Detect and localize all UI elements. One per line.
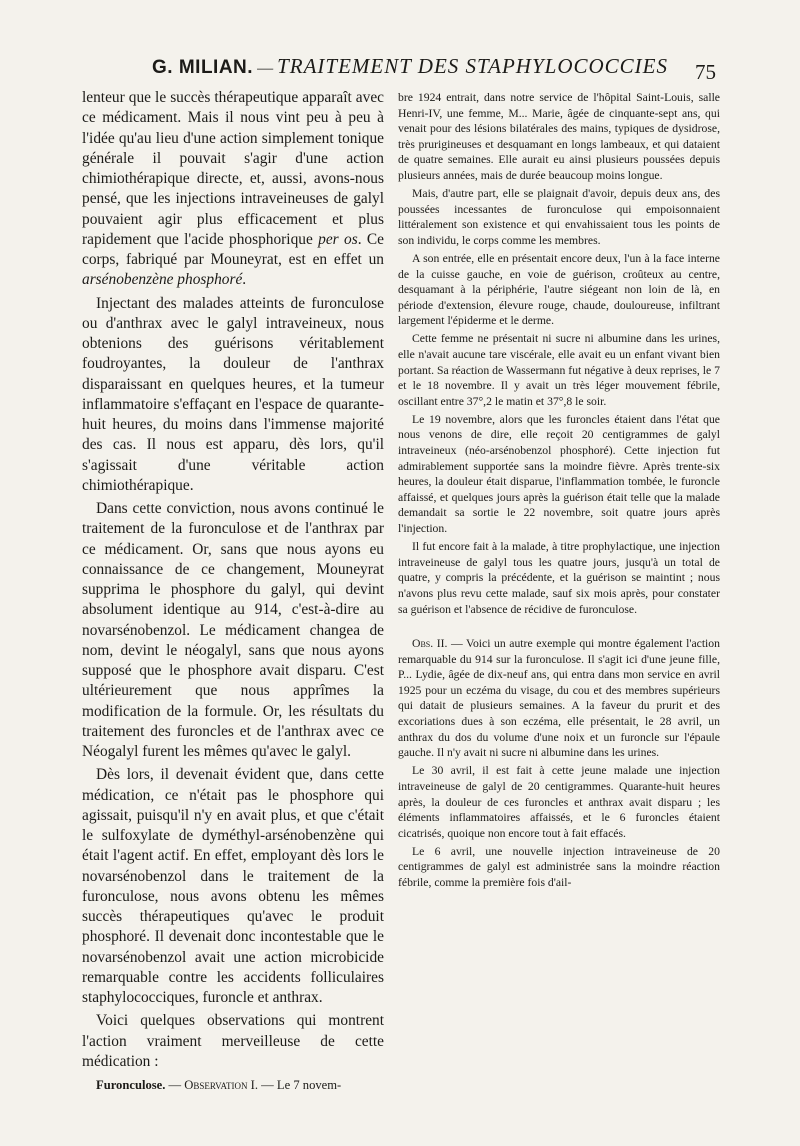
paragraph-text: — Le 7 novem- bbox=[258, 1078, 342, 1092]
paragraph bbox=[398, 636, 720, 761]
paragraph: Le 19 novembre, alors que les furoncles étaient dans l'état que nous venons de dire, elle reçoit 20 centigrammes de galyl intraveineux (néo-arsénobenzol phosphoré). Cette injection fut admirablement supportée sans la moindre fièvre. Après trente-six heures, la douleur était disparue, l'inflammation tombée, le furoncle affaissé, et quelques jours après la guérison était telle que la malade demandait sa sortie le 22 novembre, soit quatre jours après l'injection. bbox=[398, 412, 720, 536]
dash: — bbox=[165, 1078, 185, 1092]
paragraph: Il fut encore fait à la malade, à titre prophylactique, une injection intraveineuse de galyl tous les quatre jours, jusqu'à un total de quatre, y compris la précédente, et la guérison se maintint ; nous n'avons plus revu cette malade, sauf six mois après, pour constater sa guérison et l'absence de récidive de furonculose. bbox=[398, 540, 720, 616]
section-label: Furonculose. bbox=[96, 1078, 166, 1092]
paragraph: Cette femme ne présentait ni sucre ni albumine dans les urines, elle n'avait aucune tare viscérale, elle avait eu un enfant vivant bien portant. Sa réaction de Wassermann fut négative à deux reprises, le 7 et le 18 novembre. Il y avait un très léger mouvement fébrile, oscillant entre 37°,2 le matin et 37°,8 le soir. bbox=[398, 332, 720, 408]
running-head-author: G. MILIAN. bbox=[152, 57, 254, 78]
paragraph: Voici quelques observations qui montrent l'action vraiment merveilleuse de cette médication : bbox=[82, 1012, 384, 1070]
paragraph: Injectant des malades atteints de furonculose ou d'anthrax avec le galyl intraveineux, nous obtenions des guérisons véritablement foudroyantes, la douleur de l'anthrax disparaissant en quelques heures, et la tumeur inflammatoire s'effaçant en l'espace de quarante-huit heures, du moins dans l'immense majorité des cas. Il nous est apparu, dès lors, qu'il s'agissait d'une véritable action chimiothérapique. bbox=[82, 294, 384, 494]
paragraph-text: . bbox=[242, 271, 247, 289]
observation-label: Observation I. bbox=[184, 1078, 258, 1092]
italic-text: per os bbox=[318, 230, 358, 248]
paragraph-text: . Ce corps, fabriqué par Mouneyrat, est en effet un bbox=[82, 230, 384, 268]
paragraph-text: — Voici un autre exemple qui montre également l'action remarquable du 914 sur la furonculose. Il s'agit ici d'une jeune fille, P... Lydie, âgée de dix-neuf ans, qui entra dans mon service en avril 1925 pour un eczéma du visage, du cou et des membres supérieurs qui datait de plusieurs semaines. A la faveur du prurit et des excoriations dues à son eczéma, elle présentait, le 28 avril, un anthrax du dos du volume d'une noix et un furoncle sur l'épaule gauche. Il n'y avait ni sucre ni albumine dans les urines. bbox=[398, 637, 720, 760]
running-head-separator: — bbox=[253, 60, 278, 77]
paragraph: Le 6 avril, une nouvelle injection intraveineuse de 20 centigrammes de galyl est administrée sans la moindre réaction fébrile, comme la première fois d'ail- bbox=[398, 844, 720, 889]
paragraph-text: lenteur que le succès thérapeutique apparaît avec ce médicament. Mais il nous vint peu à peu à l'idée qu'au lieu d'une action simplement tonique générale il pouvait s'agir d'une action chimiothérapique directe, et, aussi, avons-nous pensé, que les injections intraveineuses de galyl pouvaient agir plus efficacement et plus rapidement que l'acide phosphorique bbox=[82, 89, 384, 248]
paragraph: Le 30 avril, il est fait à cette jeune malade une injection intraveineuse de galyl de 20 centigrammes. Quarante-huit heures après, la douleur de ces furoncles et anthrax avait disparu ; les éléments inflammatoires affaissés, et le 6 furoncles étaient cicatrisés, quoique non encore tout à fait effacés. bbox=[398, 764, 720, 840]
paragraph: A son entrée, elle en présentait encore deux, l'un à la face interne de la cuisse gauche, en voie de guérison, croûteux au centre, desquamant à la périphérie, l'autre siégeant non loin de là, en période d'extension, élevure rouge, chaude, douloureuse, infiltrant largement l'épiderme et le derme. bbox=[398, 251, 720, 328]
running-head bbox=[80, 54, 740, 88]
page-number: 75 bbox=[695, 60, 716, 84]
observation-heading bbox=[82, 1075, 384, 1095]
running-head-title: TRAITEMENT DES STAPHYLOCOCCIES bbox=[277, 54, 668, 78]
left-column bbox=[82, 88, 384, 1095]
paragraph: Dans cette conviction, nous avons continué le traitement de la furonculose et de l'anthrax par ce médicament. Or, sans que nous ayons eu connaissance de ce changement, Mouneyrat supprima le phosphore du galyl, qui devint absolument identique au 914, c'est-à-dire au novarsénobenzol. Le médicament changea de nom, devint le néogalyl, sans que nous ayons supposé que le phosphore avait disparu. C'est ultérieurement que nous apprîmes la modification de la formule. Or, les résultats du traitement des furoncles et de l'anthrax avec ce Néogalyl furent les mêmes qu'avec le galyl. bbox=[82, 500, 384, 760]
paragraph: Dès lors, il devenait évident que, dans cette médication, ce n'était pas le phosphore qui agissait, puisqu'il n'y en avait plus, et que c'était le sulfoxylate de dyméthyl-arsénobenzène qui était l'agent actif. En effet, employant dès lors le novarsénobenzol dans le traitement de la furonculose, nous avons obtenu les mêmes succès thérapeutiques qu'avec le produit phosphoré. Il devenait donc incontestable que le novarsénobenzol avait une action microbicide remarquable contre les accidents folliculaires staphylococciques, furoncle et anthrax. bbox=[82, 766, 384, 1006]
italic-text: arsénobenzène phosphoré bbox=[82, 271, 243, 289]
paragraph bbox=[82, 88, 384, 291]
paragraph: Mais, d'autre part, elle se plaignait d'avoir, depuis deux ans, des poussées incessantes de furonculose qui empoisonnaient littéralement son existence et qui envahissaient tous les points de son individu, le corps comme les membres. bbox=[398, 187, 720, 247]
paragraph: bre 1924 entrait, dans notre service de l'hôpital Saint-Louis, salle Henri-IV, une femme, M... Marie, âgée de cinquante-sept ans, qui venait pour des lésions bilatérales des mains, typiques de dysidrose, très prurigineuses et desquamant en longs lambeaux, et qui dataient de quatre semaines. Elle aurait eu ainsi plusieurs poussées depuis plusieurs années, mais de durée beaucoup moins longue. bbox=[398, 91, 720, 182]
right-column bbox=[398, 90, 720, 891]
observation-label: Obs. II. bbox=[412, 637, 448, 651]
